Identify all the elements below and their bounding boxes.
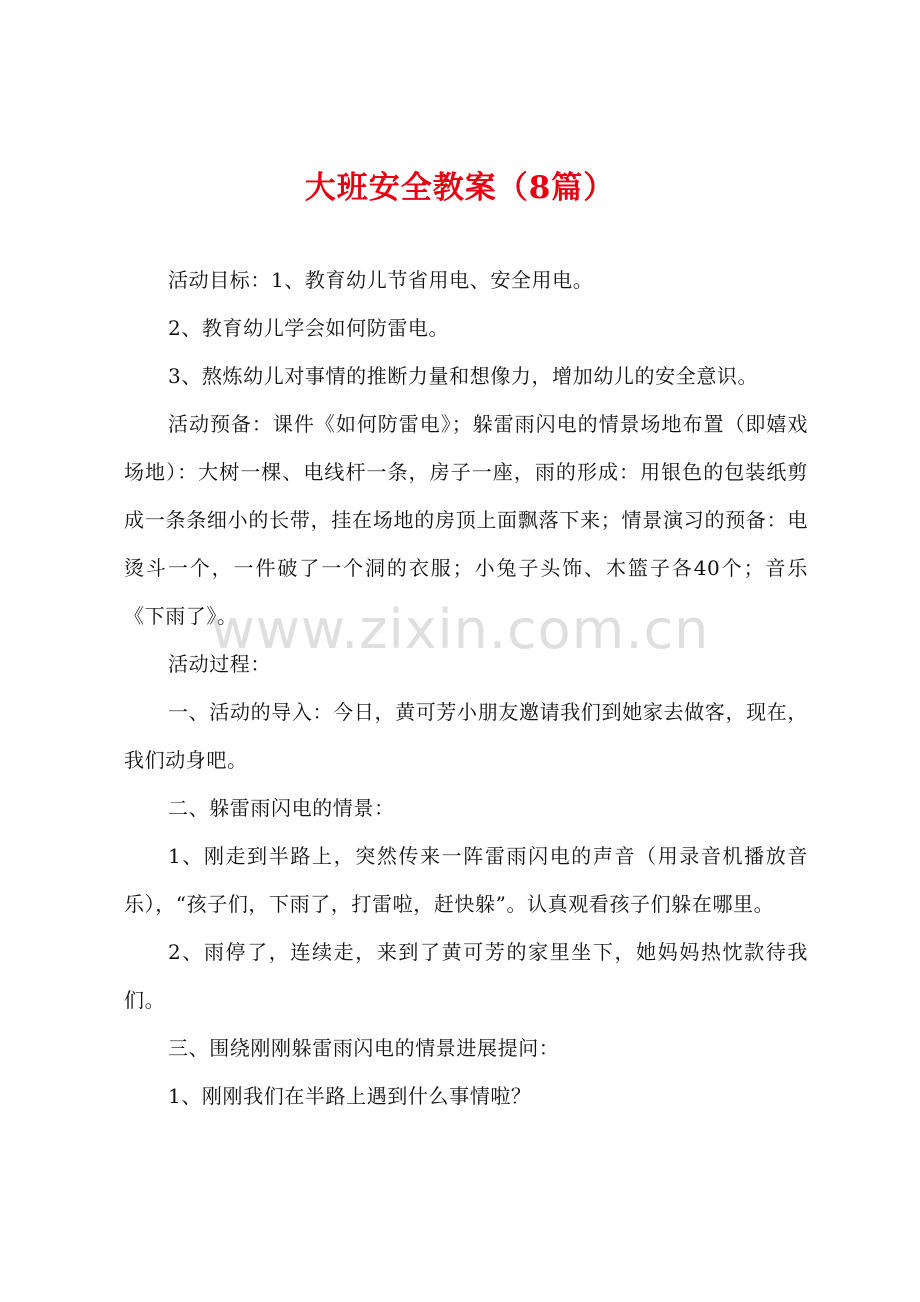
paragraph-intro: 一、活动的导入：今日，黄可芳小朋友邀请我们到她家去做客，现在，我们动身吧。 <box>124 700 808 772</box>
paragraph-activity-goal: 活动目标：1、教育幼儿节省用电、安全用电。 <box>168 268 594 292</box>
paragraph-questions-heading: 三、围绕刚刚躲雷雨闪电的情景进展提问： <box>168 1036 560 1060</box>
watermark: www.zixin.com.cn <box>210 598 710 661</box>
document-body <box>124 256 808 1120</box>
paragraph-goal-2: 2、教育幼儿学会如何防雷电。 <box>168 316 450 340</box>
paragraph-preparation: 活动预备：课件《如何防雷电》；躲雷雨闪电的情景场地布置（即嬉戏场地）：大树一棵、电线杆一条，房子一座，雨的形成：用银色的包装纸剪成一条条细小的长带，挂在场地的房顶上面飘落下来；情景演习的预备：电烫斗一个，一件破了一个洞的衣服；小兔子头饰、木篮子各40个；音乐《下雨了》。 <box>124 412 808 628</box>
paragraph-question-1: 1、刚刚我们在半路上遇到什么事情啦？ <box>168 1084 532 1108</box>
paragraph-scene-heading: 二、躲雷雨闪电的情景： <box>168 796 395 820</box>
paragraph-scene-1: 1、刚走到半路上，突然传来一阵雷雨闪电的声音（用录音机播放音乐），“孩子们，下雨了，打雷啦，赶快躲”。认真观看孩子们躲在哪里。 <box>124 844 808 916</box>
paragraph-goal-3: 3、熬炼幼儿对事情的推断力量和想像力，增加幼儿的安全意识。 <box>168 364 759 388</box>
paragraph-process-heading: 活动过程： <box>168 652 271 676</box>
paragraph-scene-2: 2、雨停了，连续走，来到了黄可芳的家里坐下，她妈妈热忱款待我们。 <box>124 940 808 1012</box>
document-title: 大班安全教案（8篇） <box>304 170 616 206</box>
